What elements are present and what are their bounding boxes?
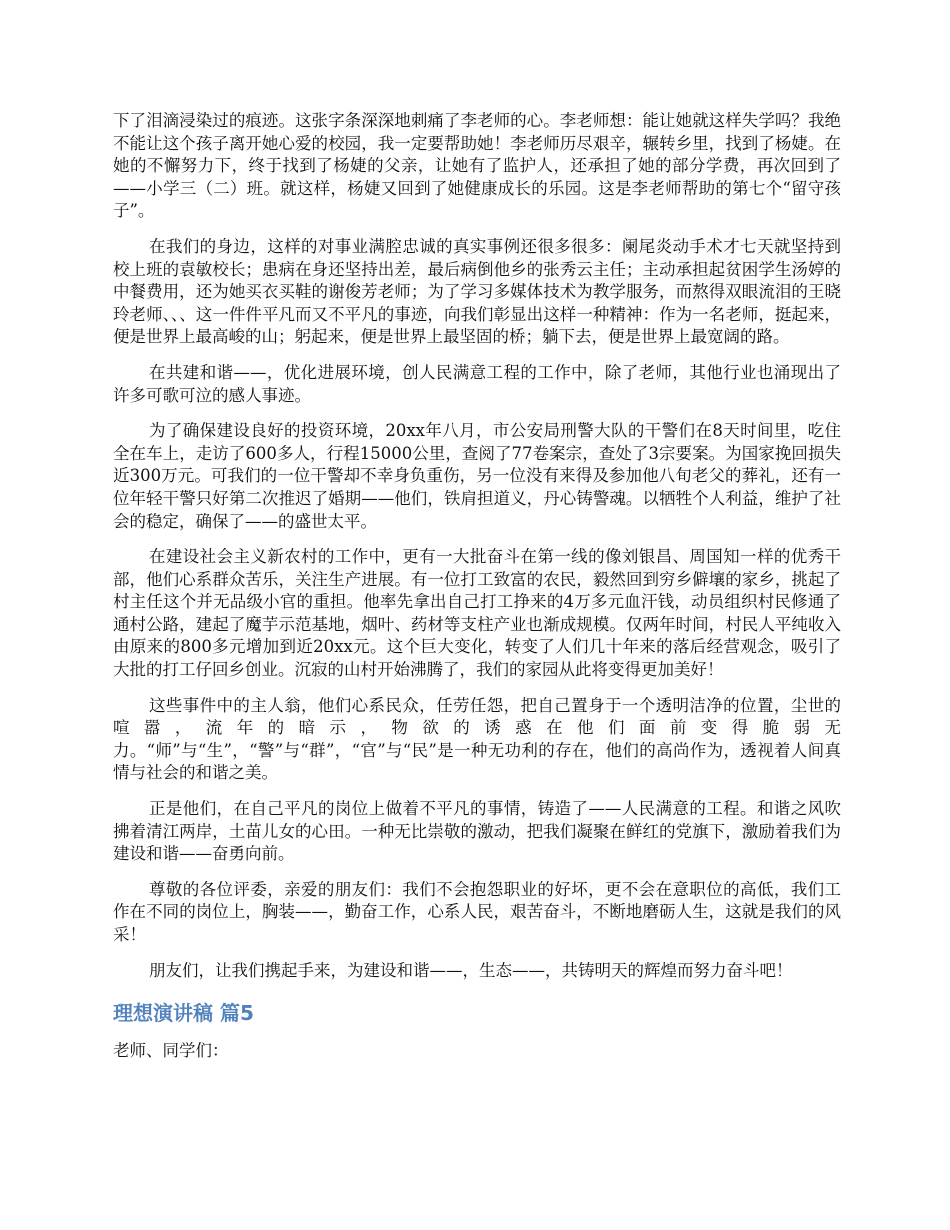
paragraph: 朋友们，让我们携起手来，为建设和谐——，生态——，共铸明天的辉煌而努力奋斗吧！ — [149, 960, 793, 980]
paragraph: 在我们的身边，这样的对事业满腔忠诚的真实事例还很多很多：阑尾炎动手术才七天就坚持到校上班的袁敏校长；患病在身还坚持出差，最后病倒他乡的张秀云主任；主动承担起贫困学生汤婷的中餐费用，还为她买衣买鞋的谢俊芳老师；为了学习多媒体技术为教学服务，而熬得双眼流泪的王晓玲老师、、、这一件件平凡而又不平凡的事迹，向我们彰显出这样一种精神：作为一名老师，挺起来，便是世界上最高峻的山；躬起来，便是世界上最坚固的桥；躺下去，便是世界上最宽阔的路。 — [113, 236, 841, 347]
paragraph: 为了确保建设良好的投资环境，20xx年八月，市公安局刑警大队的干警们在8天时间里，吃住全在车上，走访了600多人，行程15000公里，查阅了77卷案宗，查处了3宗要案。为国家挽回损失近300万元。可我们的一位干警却不幸身负重伤，另一位没有来得及参加他八旬老父的葬礼，还有一位年轻干警只好第二次推迟了婚期——他们，铁肩担道义，丹心铸警魂。以牺牲个人利益，维护了社会的稳定，确保了——的盛世太平。 — [113, 421, 841, 531]
paragraph: 正是他们，在自己平凡的岗位上做着不平凡的事情，铸造了——人民满意的工程。和谐之风吹拂着清江两岸，土苗儿女的心田。一种无比崇敬的激动，把我们凝聚在鲜红的党旗下，激励着我们为建设和谐——奋勇向前。 — [113, 799, 841, 864]
document-body — [113, 110, 841, 1063]
paragraph: 尊敬的各位评委，亲爱的朋友们：我们不会抱怨职业的好坏，更不会在意职位的高低，我们工作在不同的岗位上，胸装——，勤奋工作，心系人民，艰苦奋斗，不断地磨砺人生，这就是我们的风采！ — [113, 879, 841, 944]
paragraph: 这些事件中的主人翁，他们心系民众，任劳任怨，把自己置身于一个透明洁净的位置，尘世的喧嚣，流年的暗示，物欲的诱惑在他们面前变得脆弱无力。“师”与“生”，“警”与“群”，“官”与“民”是一种无功利的存在，他们的高尚作为，透视着人间真情与社会的和谐之美。 — [113, 695, 841, 783]
salutation: 老师、同学们： — [113, 1041, 229, 1061]
paragraph-continuation: 下了泪滴浸染过的痕迹。这张字条深深地刺痛了李老师的心。李老师想：能让她就这样失学吗？我绝不能让这个孩子离开她心爱的校园，我一定要帮助她！李老师历尽艰辛，辗转乡里，找到了杨婕。在她的不懈努力下，终于找到了杨婕的父亲，让她有了监护人，还承担了她的部分学费，再次回到了——小学三（二）班。就这样，杨婕又回到了她健康成长的乐园。这是李老师帮助的第七个“留守孩子”。 — [113, 111, 841, 221]
section-heading: 理想演讲稿 篇5 — [113, 1001, 254, 1026]
paragraph: 在共建和谐——，优化进展环境，创人民满意工程的工作中，除了老师，其他行业也涌现出了许多可歌可泣的感人事迹。 — [113, 362, 841, 405]
paragraph: 在建设社会主义新农村的工作中，更有一大批奋斗在第一线的像刘银昌、周国知一样的优秀干部，他们心系群众苦乐，关注生产进展。有一位打工致富的农民，毅然回到穷乡僻壤的家乡，挑起了村主任这个并无品级小官的重担。他率先拿出自己打工挣来的4万多元血汗钱，动员组织村民修通了通村公路，建起了魔芋示范基地，烟叶、药材等支柱产业也渐成规模。仅两年时间，村民人平纯收入由原来的800多元增加到近20xx元。这个巨大变化，转变了人们几十年来的落后经营观念，吸引了大批的打工仔回乡创业。沉寂的山村开始沸腾了，我们的家园从此将变得更加美好！ — [113, 547, 841, 680]
